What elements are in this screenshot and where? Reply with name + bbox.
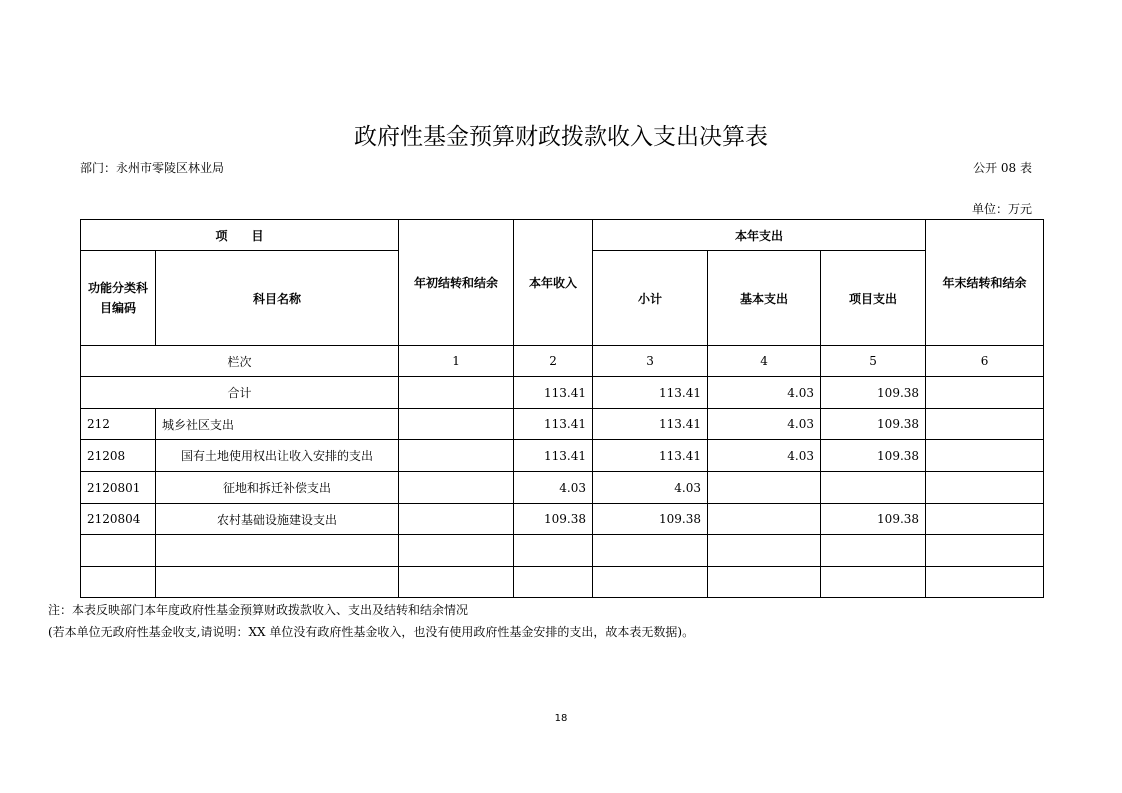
- opening-value: [399, 567, 514, 598]
- basic-value: [708, 567, 821, 598]
- opening-value: [399, 409, 514, 440]
- opening-value: [399, 472, 514, 504]
- subtotal-value: [593, 535, 708, 567]
- project-value: [821, 535, 926, 567]
- table-note-instruction: (若本单位无政府性基金收支,请说明：XX 单位没有政府性基金收入，也没有使用政府性基金安排的支出，故本表无数据)。: [48, 625, 695, 639]
- closing-value: [926, 409, 1044, 440]
- closing-value: [926, 504, 1044, 535]
- column-number: 2: [514, 346, 593, 377]
- header-basic-expense: 基本支出: [708, 251, 821, 346]
- income-value: 113.41: [514, 440, 593, 472]
- subtotal-value: 113.41: [593, 409, 708, 440]
- income-value: [514, 535, 593, 567]
- project-value: 109.38: [821, 504, 926, 535]
- total-opening: [399, 377, 514, 409]
- basic-value: [708, 472, 821, 504]
- subtotal-value: 4.03: [593, 472, 708, 504]
- header-opening-balance: 年初结转和结余: [399, 220, 514, 346]
- income-value: 109.38: [514, 504, 593, 535]
- project-value: 109.38: [821, 440, 926, 472]
- project-value: [821, 567, 926, 598]
- total-row: [81, 377, 1044, 409]
- table-row-empty: [81, 535, 1044, 567]
- unit-label: 单位：万元: [971, 202, 1032, 216]
- header-subtotal: 小计: [593, 251, 708, 346]
- header-current-income: 本年收入: [514, 220, 593, 346]
- subject-code: [81, 567, 156, 598]
- subject-code: 212: [81, 409, 156, 440]
- subtotal-value: 113.41: [593, 440, 708, 472]
- subject-name: 城乡社区支出: [156, 409, 399, 440]
- column-number: 3: [593, 346, 708, 377]
- closing-value: [926, 567, 1044, 598]
- project-value: 109.38: [821, 409, 926, 440]
- opening-value: [399, 440, 514, 472]
- table-row: [81, 440, 1044, 472]
- basic-value: [708, 535, 821, 567]
- fund-budget-table: [80, 219, 1044, 598]
- basic-value: [708, 504, 821, 535]
- header-current-expense: 本年支出: [593, 220, 926, 251]
- total-income: 113.41: [514, 377, 593, 409]
- table-row: [81, 409, 1044, 440]
- basic-value: 4.03: [708, 440, 821, 472]
- column-number: 4: [708, 346, 821, 377]
- header-function-code: 功能分类科目编码: [81, 251, 156, 346]
- subject-code: 2120804: [81, 504, 156, 535]
- project-value: [821, 472, 926, 504]
- table-row: [81, 504, 1044, 535]
- total-project: 109.38: [821, 377, 926, 409]
- income-value: 113.41: [514, 409, 593, 440]
- opening-value: [399, 535, 514, 567]
- page-number: 18: [554, 713, 568, 724]
- subtotal-value: [593, 567, 708, 598]
- header-item: 项 目: [81, 220, 399, 251]
- column-number: 6: [926, 346, 1044, 377]
- form-number: 公开 08 表: [973, 161, 1032, 175]
- header-project-expense: 项目支出: [821, 251, 926, 346]
- total-subtotal: 113.41: [593, 377, 708, 409]
- column-number: 1: [399, 346, 514, 377]
- total-basic: 4.03: [708, 377, 821, 409]
- subject-name: [156, 535, 399, 567]
- page-title: 政府性基金预算财政拨款收入支出决算表: [354, 124, 768, 150]
- opening-value: [399, 504, 514, 535]
- subject-name: 农村基础设施建设支出: [156, 504, 399, 535]
- total-label: 合计: [81, 377, 399, 409]
- closing-value: [926, 472, 1044, 504]
- department-label: 部门：永州市零陵区林业局: [80, 161, 225, 175]
- subtotal-value: 109.38: [593, 504, 708, 535]
- subject-name: [156, 567, 399, 598]
- table-note: 注：本表反映部门本年度政府性基金预算财政拨款收入、支出及结转和结余情况: [48, 603, 469, 617]
- closing-value: [926, 440, 1044, 472]
- table-row: [81, 472, 1044, 504]
- basic-value: 4.03: [708, 409, 821, 440]
- subject-code: 2120801: [81, 472, 156, 504]
- subject-name: 征地和拆迁补偿支出: [156, 472, 399, 504]
- header-subject-name: 科目名称: [156, 251, 399, 346]
- subject-code: 21208: [81, 440, 156, 472]
- subject-name: 国有土地使用权出让收入安排的支出: [156, 440, 399, 472]
- column-number-label: 栏次: [81, 346, 399, 377]
- total-closing: [926, 377, 1044, 409]
- income-value: [514, 567, 593, 598]
- income-value: 4.03: [514, 472, 593, 504]
- header-closing-balance: 年末结转和结余: [926, 220, 1044, 346]
- column-number-row: [81, 346, 1044, 377]
- closing-value: [926, 535, 1044, 567]
- subject-code: [81, 535, 156, 567]
- column-number: 5: [821, 346, 926, 377]
- table-row-empty: [81, 567, 1044, 598]
